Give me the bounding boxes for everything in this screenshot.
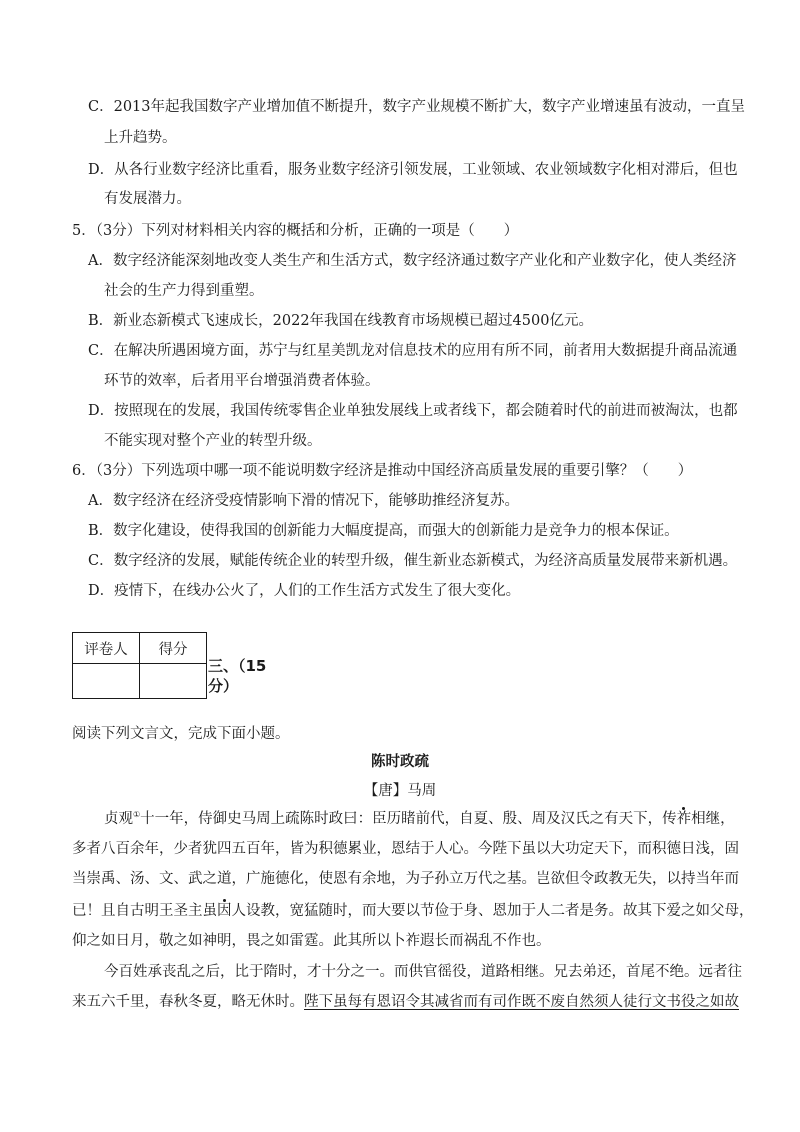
grader-header: 评卷人 bbox=[73, 633, 140, 664]
passage-p1-line3: 当崇禹、汤、文、武之道，广施德化，使恩有余地，为子孙立万代之基。岂欲但令政教无失，以持当年而 bbox=[72, 871, 739, 887]
underlined-sentence: 陛下虽每有恩诏令其减省而有司作既不废自然须人徒行文书役之如故 bbox=[304, 994, 739, 1010]
passage-p1-line1 bbox=[104, 809, 735, 829]
passage-p1-line2: 多者八百余年，少者犹四五百年，皆为积德累业，恩结于人心。今陛下虽以大功定天下，而积德日浅，固 bbox=[72, 841, 739, 857]
text-span: 相继， bbox=[691, 811, 735, 827]
q4-option-d-line2: 有发展潜力。 bbox=[104, 191, 191, 207]
q6-option-b: B．数字化建设，使得我国的创新能力大幅度提高，而强大的创新能力是竞争力的根本保证。 bbox=[88, 523, 679, 539]
q4-option-c-line1: C．2013年起我国数字产业增加值不断提升，数字产业规模不断扩大，数字产业增速虽有波动，一直呈 bbox=[88, 99, 745, 115]
q5-option-c-line1: C．在解决所遇困境方面，苏宁与红星美凯龙对信息技术的应用有所不同，前者用大数据提升商品流通 bbox=[88, 343, 738, 359]
section-heading-line1: 三、（15 bbox=[208, 657, 267, 675]
section-heading-line2: 分） bbox=[208, 677, 239, 695]
q5-option-a-line1: A．数字经济能深刻地改变人类生产和生活方式，数字经济通过数字产业化和产业数字化，使人类经济 bbox=[88, 253, 737, 269]
q6-option-d: D．疫情下，在线办公火了，人们的工作生活方式发生了很大变化。 bbox=[88, 583, 521, 599]
passage-p2-line2 bbox=[72, 992, 739, 1012]
q5-stem: 5．（3分）下列对材料相关内容的概括和分析，正确的一项是（ ） bbox=[72, 223, 519, 239]
passage-title: 陈时政疏 bbox=[371, 753, 429, 770]
q5-option-d-line2: 不能实现对整个产业的转型升级。 bbox=[104, 433, 322, 449]
score-cell bbox=[140, 664, 207, 699]
grader-cell bbox=[73, 664, 140, 699]
section-heading bbox=[208, 656, 266, 696]
text-span: 来五六千里，春秋冬夏，略无休时。 bbox=[72, 994, 304, 1010]
passage-p2-line1: 今百姓承丧乱之后，比于隋时，才十分之一。而供官徭役，道路相继。兄去弟还，首尾不绝。远者往 bbox=[104, 964, 742, 980]
q4-option-d-line1: D．从各行业数字经济比重看，服务业数字经济引领发展，工业领域、农业领域数字化相对滞后，但也 bbox=[88, 162, 738, 178]
passage-p1-line4 bbox=[72, 901, 754, 921]
q6-option-c: C．数字经济的发展，赋能传统企业的转型升级，催生新业态新模式，为经济高质量发展带来新机遇。 bbox=[88, 553, 738, 569]
q5-option-c-line2: 环节的效率，后者用平台增强消费者体验。 bbox=[104, 373, 380, 389]
q5-option-b: B．新业态新模式飞速成长，2022年我国在线教育市场规模已超过4500亿元。 bbox=[88, 313, 593, 329]
passage-p1-line5: 仰之如日月，敬之如神明，畏之如雷霆。此其所以卜祚遐长而祸乱不作也。 bbox=[72, 933, 551, 949]
q5-option-a-line2: 社会的生产力得到重塑。 bbox=[104, 283, 264, 299]
q6-stem: 6．（3分）下列选项中哪一项不能说明数字经济是推动中国经济高质量发展的重要引擎？（ ） bbox=[72, 463, 693, 479]
score-table bbox=[72, 632, 207, 699]
text-span: 十一年，侍御史马周上疏陈时政曰：臣历睹前代，自夏、殷、周及汉氏之有天下，传 bbox=[140, 811, 677, 827]
reading-instruction: 阅读下列文言文，完成下面小题。 bbox=[72, 726, 290, 742]
score-header: 得分 bbox=[140, 633, 207, 664]
text-span: 已！且自古明王圣主虽 bbox=[72, 903, 217, 919]
emphasized-char: 因 bbox=[217, 903, 232, 919]
footnote-marker: ① bbox=[133, 810, 141, 820]
passage-author: 【唐】马周 bbox=[363, 783, 437, 799]
text-span: 贞观 bbox=[104, 811, 133, 827]
text-span: 人设教，宽猛随时，而大要以节俭于身、恩加于人二者是务。故其下爱之如父母， bbox=[231, 903, 754, 919]
q6-option-a: A．数字经济在经济受疫情影响下滑的情况下，能够助推经济复苏。 bbox=[88, 493, 519, 509]
q5-option-d-line1: D．按照现在的发展，我国传统零售企业单独发展线上或者线下，都会随着时代的前进而被淘汰，也都 bbox=[88, 403, 738, 419]
q4-option-c-line2: 上升趋势。 bbox=[104, 130, 177, 146]
emphasized-char: 祚 bbox=[676, 811, 692, 827]
